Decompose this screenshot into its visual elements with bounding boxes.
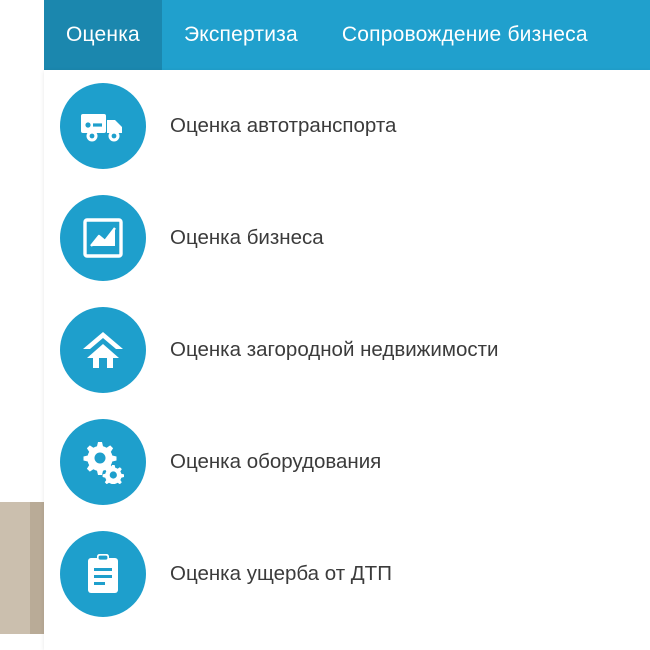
nav-item-ekspertiza[interactable] (162, 0, 320, 70)
background-strip (0, 0, 44, 650)
menu-item-ushcherb-dtp[interactable] (44, 518, 650, 630)
chart-icon (83, 218, 123, 258)
icon-circle (60, 531, 146, 617)
menu-item-zagorodnaya-nedvizhimost[interactable] (44, 294, 650, 406)
nav-item-label: Сопровождение бизнеса (341, 23, 588, 46)
background-stripe (30, 502, 44, 634)
main-navigation (44, 0, 650, 70)
background-band-middle (0, 70, 44, 502)
menu-item-avtotransport[interactable] (44, 70, 650, 182)
nav-item-soprovozhdenie-biznesa[interactable] (320, 0, 610, 70)
menu-item-label: Оценка оборудования (170, 450, 382, 473)
nav-item-ocenka[interactable] (44, 0, 162, 70)
menu-item-label: Оценка ущерба от ДТП (170, 562, 392, 585)
menu-item-label: Оценка загородной недвижимости (170, 338, 499, 361)
menu-item-label: Оценка автотранспорта (170, 114, 397, 137)
icon-circle (60, 307, 146, 393)
nav-item-label: Экспертиза (183, 23, 298, 46)
background-band-bottom (0, 634, 44, 650)
truck-icon (80, 109, 126, 143)
icon-circle (60, 195, 146, 281)
dropdown-menu-ocenka (44, 70, 650, 650)
gears-icon (81, 440, 125, 484)
menu-item-biznes[interactable] (44, 182, 650, 294)
house-icon (81, 330, 125, 370)
background-band-top (0, 0, 44, 70)
clipboard-icon (86, 553, 120, 595)
icon-circle (60, 83, 146, 169)
menu-item-label: Оценка бизнеса (170, 226, 324, 249)
menu-item-oborudovanie[interactable] (44, 406, 650, 518)
icon-circle (60, 419, 146, 505)
nav-item-label: Оценка (66, 23, 140, 46)
